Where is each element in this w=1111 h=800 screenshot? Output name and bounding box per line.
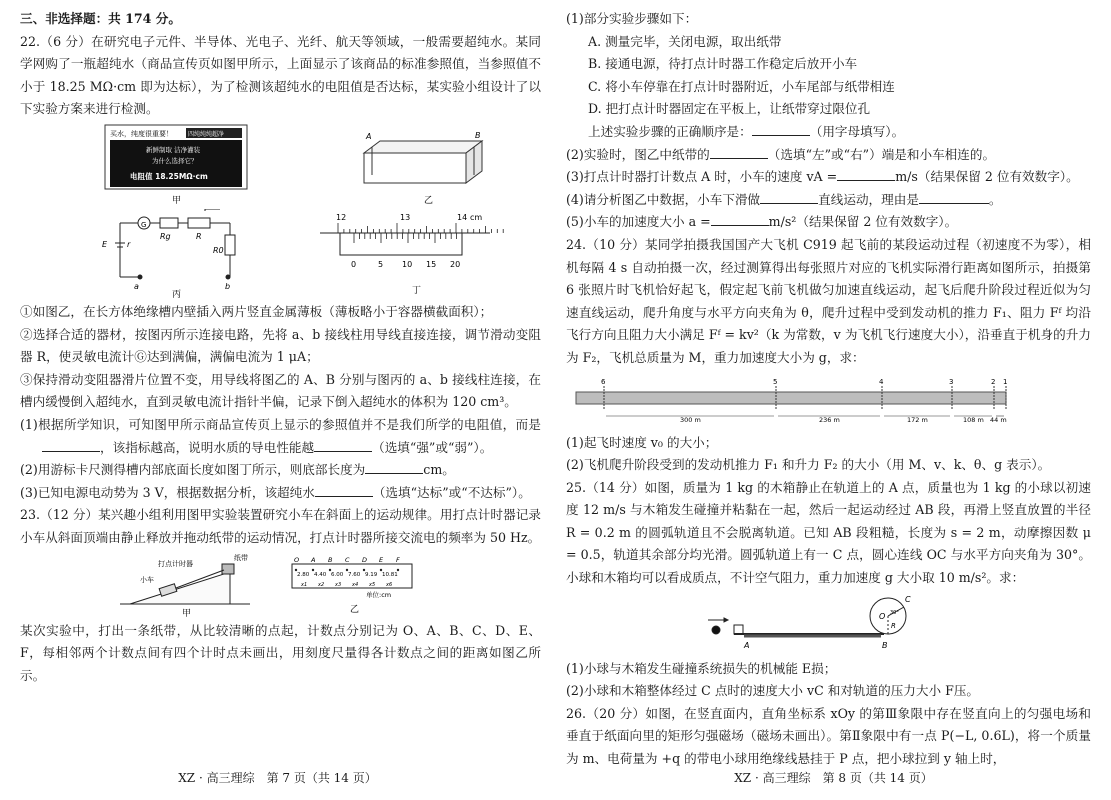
q22-sub2-text-a: (2)用游标卡尺测得槽内部底面长度如图丁所示，则底部长度为 [20, 462, 366, 478]
q25-label-C: C [905, 594, 911, 604]
q23-sub5-b: m/s²（结果保留 2 位有效数字）。 [768, 214, 958, 230]
ad-badge: 四纯纯纯超净 [188, 130, 225, 138]
runway-distance-labels [606, 416, 1007, 424]
q23-option-b: B. 接通电源，待打点计时器工作稳定后放开小车 [588, 56, 858, 72]
q22-sub1-blank2 [314, 437, 372, 452]
left-page [0, 0, 555, 800]
q24-fig-svg [566, 372, 1086, 430]
runway-distance: 300 m [680, 415, 701, 424]
q23-order-blank [752, 121, 810, 136]
q23-sub2 [566, 144, 1091, 167]
photo-number: 4 [879, 377, 884, 386]
q22-sub1-text-a: (1)根据所学知识，可知图甲所示商品宣传页上显示的参照值并不是我们所学的电阻值，而是 [20, 416, 541, 432]
yi-label-B: B [475, 130, 481, 140]
ad-line1: 买水，纯度很重要！ [110, 129, 173, 138]
vernier-main-ticks [338, 223, 503, 233]
q22-step1: ①如图乙，在长方体绝缘槽内壁插入两片竖直金属薄板（薄板略小于容器横截面积）； [20, 303, 493, 319]
q22-sub2 [20, 459, 541, 482]
q25-label-R: R [891, 621, 896, 630]
q25-sub2: (2)小球和木箱整体经过 C 点时的速度大小 vC 和对轨道的压力大小 F压。 [566, 683, 980, 699]
q22-figures-bottom [20, 209, 541, 299]
bing-label-R: R [196, 231, 202, 241]
q22-stem: 22.（6 分）在研究电子元件、半导体、光电子、光纤、航天等领域，一般需要超纯水。某同学网购了一瓶超纯水（商品宣传页如图甲所示，上面显示了该商品的标准参照值，当参照值不小于 18.25 MΩ·cm 即为达标），为了检测该超纯水的电阻值是否达标，某实验小组设计了以下实验方案来进行检测。 [20, 33, 541, 117]
q23-sub3-blank [837, 166, 895, 181]
q23-sub5 [566, 211, 1091, 234]
tape-x: x2 [318, 581, 325, 588]
bing-label-r: r [127, 239, 131, 249]
q23-para2: 某次实验中，打出一条纸带，从比较清晰的点起，计数点分别记为 O、A、B、C、D、E、F，每相邻两个计数点间有四个计时点未画出，用刻度尺量得各计数点之间的距离如图乙所示。 [20, 622, 541, 683]
q23-option-d: D. 把打点计时器固定在平板上，让纸带穿过限位孔 [588, 101, 871, 117]
runway-distance: 236 m [819, 415, 840, 424]
vernier-sub-20: 20 [450, 259, 461, 269]
tape-x: x3 [335, 581, 342, 588]
bing-label-a: a [134, 281, 139, 291]
q23-sub4 [566, 189, 1091, 212]
tape-point-C: C [345, 555, 350, 564]
tape-x: x5 [369, 581, 376, 588]
q23-label-car: 小车 [140, 575, 154, 584]
runway-distance: 172 m [907, 415, 928, 424]
tape-x: x6 [386, 581, 393, 588]
q23-label-timer: 打点计时器 [158, 559, 193, 568]
vernier-sub-0: 0 [351, 259, 357, 269]
q22-sub3-blank [315, 482, 373, 497]
fig-ding-label: 丁 [412, 285, 422, 296]
q26-stem: 26.（20 分）如图，在竖直面内，直角坐标系 xOy 的第Ⅲ象限中存在竖直向上的匀强电场和垂直于纸面向里的矩形匀强磁场（磁场未画出）。第Ⅱ象限中有一点 P(−L, 0.6L)，将一个质量为 m、电荷量为 +q 的带电小球用绝缘线悬挂于 P 点，把小球拉到 y 轴上时， [566, 705, 1091, 767]
tape-value: 2.80 [297, 571, 310, 578]
tape-dot [346, 568, 348, 570]
yi-label-A: A [366, 131, 372, 141]
tape-value: 9.19 [365, 571, 378, 578]
tape-point-E: E [379, 555, 384, 564]
tape-x: x4 [352, 581, 359, 588]
tape-value: 7.60 [348, 571, 361, 578]
vernier-sub-5: 5 [378, 259, 384, 269]
right-footer: XZ · 高三理综 第 8 页（共 14 页） [734, 771, 933, 785]
q23-sub3-a: (3)打点计时器打计数点 A 时，小车的速度 vA = [566, 169, 838, 185]
bing-label-b: b [225, 281, 231, 291]
q24-sub2: (2)飞机爬升阶段受到的发动机推力 F₁ 和升力 F₂ 的大小（用 M、v、k、θ、g 表示）。 [566, 457, 1051, 473]
q22-sub3 [20, 482, 541, 505]
q22-fig-svg-2 [20, 209, 540, 299]
q23-sub4-a: (4)请分析图乙中数据，小车下滑做 [566, 191, 761, 207]
q22-step2: ②选择合适的器材，按图丙所示连接电路，先将 a、b 接线柱用导线直接连接，调节滑动变阻器 R，使灵敏电流计Ⓖ达到满偏，满偏电流为 1 μA； [20, 326, 541, 365]
q22-fig-svg [20, 123, 540, 207]
tape-point-O: O [294, 555, 300, 564]
q23-sub4-blank2 [919, 189, 989, 204]
q23-fig-yi-label: 乙 [350, 604, 360, 615]
q25-sub1: (1)小球与木箱发生碰撞系统损失的机械能 E损； [566, 660, 837, 676]
q25-stem: 25.（14 分）如图，质量为 1 kg 的木箱静止在轨道上的 A 点，质量也为 1 kg 的小球以初速度 12 m/s 与木箱发生碰撞并粘黏在一起，然后一起运动经过 AB 段，再滑上竖直放置的半径 R = 0.2 m 的圆弧轨道且不会脱离轨道。已知 AB 段粗糙，长度为 s = 2 m，动摩擦因数 μ = 0.5，轨道其余部分均光滑。圆弧轨道上有一 C 点，圆心连线 OC 与水平方向夹角为 30°。小球和木箱均可以看成质点，不计空气阻力，重力加速度 g 大小取 10 m/s²。求： [566, 479, 1091, 586]
photo-number: 5 [773, 377, 778, 386]
ad-line3: 为什么选择它？ [152, 156, 198, 165]
q23-label-tape: 纸带 [234, 553, 248, 562]
fig-jia-label: 甲 [172, 195, 182, 206]
q25-fig-svg [566, 592, 1086, 656]
runway-distance: 44 m [990, 415, 1007, 424]
q25-label-B: B [882, 640, 888, 650]
photo-number: 6 [601, 377, 606, 386]
ad-line2: 新鲜制取 洁净灌装 [146, 145, 201, 154]
photo-number: 1 [1003, 377, 1008, 386]
vernier-sub-10: 10 [402, 259, 413, 269]
q25-label-O: O [879, 611, 886, 621]
tape-dot [329, 568, 331, 570]
q22-sub3-text-a: (3)已知电源电动势为 3 V，根据数据分析，该超纯水 [20, 484, 315, 500]
tape-value: 10.81 [382, 571, 398, 578]
tape-point-F: F [396, 555, 400, 564]
q25-label-A: A [744, 640, 750, 650]
bing-label-Rg: Rg [160, 231, 171, 241]
q23-stem: 23.（12 分）某兴趣小组利用图甲实验装置研究小车在斜面上的运动规律。用打点计时器记录小车从斜面顶端由静止释放并拖动纸带的运动情况，打点计时器所接交流电的频率为 50 Hz。 [20, 507, 541, 545]
vernier-main-13: 13 [400, 212, 411, 222]
left-footer: XZ · 高三理综 第 7 页（共 14 页） [178, 771, 377, 785]
ad-line4: 电阻值 18.25MΩ·cm [130, 171, 208, 181]
q22-step3: ③保持滑动变阻器滑片位置不变，用导线将图乙的 A、B 分别与图丙的 a、b 接线柱连接，在槽内缓慢倒入超纯水，直到灵敏电流计指针半偏，记录下倒入超纯水的体积为 120 cm³。 [20, 371, 541, 410]
q23-step-heading: (1)部分实验步骤如下： [566, 11, 698, 26]
q23-option-a: A. 测量完毕，关闭电源，取出纸带 [588, 33, 782, 49]
box-shape [734, 625, 743, 634]
fig-yi-label: 乙 [424, 195, 434, 206]
bing-label-E: E [102, 239, 108, 249]
q23-sub5-a: (5)小车的加速度大小 a = [566, 214, 711, 230]
fig-bing-label: 丙 [172, 289, 182, 299]
fig-yi-tape [292, 556, 412, 615]
q23-sub2-b: （选填“左”或“右”）端是和小车相连的。 [767, 146, 996, 162]
q22-sub1 [20, 414, 541, 459]
tape-dot [363, 568, 365, 570]
q22-figures-top [20, 123, 541, 207]
timer-shape [222, 564, 234, 574]
runway-distance: 108 m [963, 415, 984, 424]
tape-dot [295, 568, 297, 570]
q23-sub4-b: 直线运动，理由是 [818, 191, 919, 207]
tape-value: 4.40 [314, 571, 327, 578]
vernier-unit: cm [470, 212, 483, 222]
q22-sub1-blank1 [42, 437, 100, 452]
q25-track-figure [566, 592, 1091, 656]
q23-option-c: C. 将小车停靠在打点计时器附近，小车尾部与纸带相连 [588, 78, 895, 94]
q25-label-angle: 30° [890, 609, 899, 616]
fig-ding-vernier [320, 213, 503, 296]
q23-fig-svg [20, 552, 540, 618]
q23-sub4-c: 。 [988, 191, 1002, 207]
q23-sub2-a: (2)实验时，图乙中纸带的 [566, 146, 710, 162]
q23-figures [20, 552, 541, 618]
right-page [556, 0, 1111, 800]
tape-x: x1 [301, 581, 308, 588]
bing-label-G: G [141, 220, 147, 229]
q22-sub1-text-c: （选填“强”或“弱”）。 [372, 439, 493, 455]
q24-stem: 24.（10 分）某同学拍摄我国国产大飞机 C919 起飞前的某段运动过程（初速度不为零），相机每隔 4 s 自动拍摄一次，经过测算得出每张照片对应的飞机实际滑行距离如图所示，拍摄第 6 张照片时飞机恰好起飞，假定起飞前飞机做匀加速直线运动，起飞后爬升阶段过程近似为匀速直线运动，爬升角度与水平方向夹角为 θ，爬升过程中受到发动机的推力 F₁、阻力 Fᶠ 均沿飞行方向且阻力大小满足 Fᶠ = kv²（k 为常数，v 为飞机飞行速度大小），沿垂直于机身的升力为 F₂，飞机总质量为 M，重力加速度大小为 g，求： [566, 236, 1091, 365]
q24-runway-figure [566, 372, 1091, 430]
q22-sub2-blank [365, 459, 423, 474]
runway [576, 392, 1006, 404]
q24-sub1: (1)起飞时速度 v₀ 的大小； [566, 434, 718, 450]
fig-jia-incline [120, 564, 250, 604]
q23-sub2-blank [710, 144, 768, 159]
resistor-r0 [225, 235, 235, 255]
q23-sub3-b: m/s（结果保留 2 位有效数字）。 [895, 169, 1079, 185]
q23-fig-jia-label: 甲 [182, 608, 192, 618]
q22-sub3-text-b: （选填“达标”或“不达标”）。 [372, 484, 531, 500]
photo-number: 3 [949, 377, 954, 386]
q22-sub2-text-b: cm。 [423, 462, 455, 478]
q22-sub1-text-b: ，该指标越高，说明水质的导电性能越 [100, 439, 315, 455]
q23-sub5-blank [711, 211, 769, 226]
fig-yi-trough [364, 131, 482, 206]
q23-order-suffix: （用字母填写）。 [809, 123, 905, 139]
ball-shape [712, 626, 720, 634]
section-heading: 三、非选择题：共 174 分。 [20, 11, 181, 26]
rheostat-r [188, 218, 210, 228]
tape-dot [312, 568, 314, 570]
vernier-main-12: 12 [336, 212, 347, 222]
tape-dot [380, 568, 382, 570]
tape-point-A: A [311, 555, 316, 564]
tape-point-D: D [362, 555, 368, 564]
resistor-rg [160, 218, 178, 228]
tape-value: 6.00 [331, 571, 344, 578]
tape-point-B: B [328, 555, 333, 564]
vernier-main-14: 14 [457, 212, 468, 222]
vernier-sub-15: 15 [426, 259, 437, 269]
bing-label-R0: R0 [213, 245, 224, 255]
tape-dot [397, 568, 399, 570]
q23-sub3 [566, 166, 1091, 189]
q23-order-text: 上述实验步骤的正确顺序是： [588, 123, 752, 139]
q23-order [566, 121, 1091, 144]
fig-bing-circuit [115, 209, 235, 279]
tape-unit: 单位:cm [366, 590, 392, 599]
fig-jia-ad [105, 125, 247, 206]
q23-sub4-blank1 [760, 189, 818, 204]
photo-number: 2 [991, 377, 996, 386]
